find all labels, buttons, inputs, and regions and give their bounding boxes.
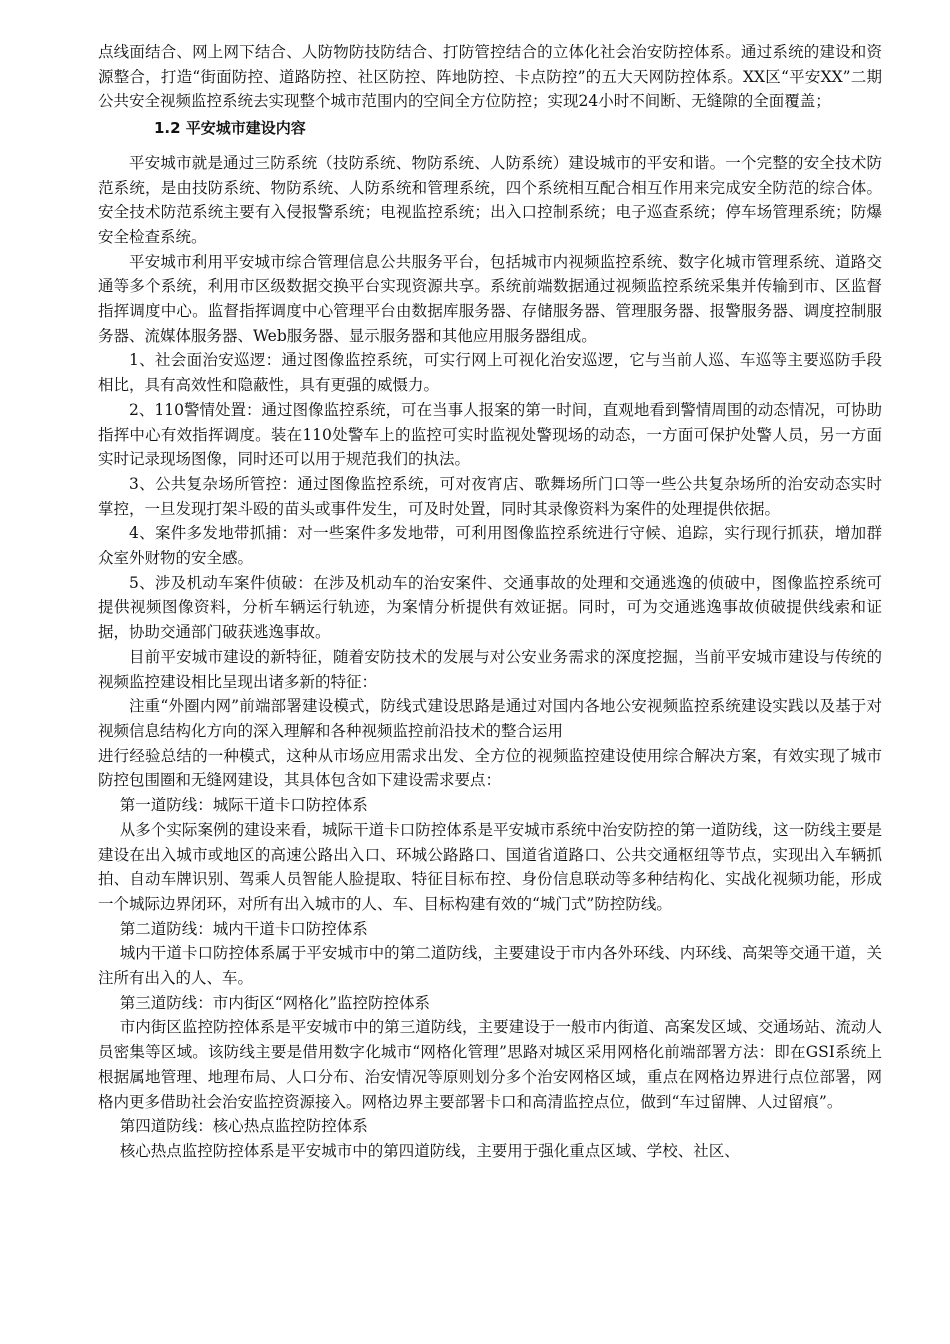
- defense-2-title: 第二道防线：城内干道卡口防控体系: [119, 919, 368, 938]
- paragraph-three-defense-systems: 平安城市就是通过三防系统（技防系统、物防系统、人防系统）建设城市的平安和谐。一个完整的安全技术防范系统，是由技防系统、物防系统、人防系统和管理系统，四个系统相互配合相互作用来完成安全防范的综合体。安全技术防范系统主要有入侵报警系统；电视监控系统；出入口控制系统；电子巡查系统；停车场管理系统；防爆安全检查系统。: [98, 153, 882, 246]
- defense-3-title: 第三道防线：市内街区“网格化”监控防控体系: [119, 993, 431, 1012]
- section-heading: 1.2 平安城市建设内容: [154, 119, 306, 138]
- defense-1-body: 从多个实际案例的建设来看，城际干道卡口防控体系是平安城市系统中治安防控的第一道防线，这一防线主要是建设在出入城市或地区的高速公路出入口、环城公路路口、国道省道路口、公共交通枢纽等节点，实现出入车辆抓拍、自动车牌识别、驾乘人员智能人脸提取、特征目标布控、身份信息联动等多种结构化、实战化视频功能，形成一个城际边界闭环，对所有出入城市的人、车、目标构建有效的“城门式”防控防线。: [98, 820, 882, 913]
- defense-1-title: 第一道防线：城际干道卡口防控体系: [119, 796, 368, 815]
- paragraph-hotspot-arrest: 4、案件多发地带抓捕：对一些案件多发地带，可利用图像监控系统进行守候、追踪，实行现行抓获，增加群众室外财物的安全感。: [98, 524, 882, 568]
- defense-4-title: 第四道防线：核心热点监控防控体系: [119, 1117, 368, 1136]
- paragraph-platform: 平安城市利用平安城市综合管理信息公共服务平台，包括城市内视频监控系统、数字化城市管理系统、道路交通等多个系统，利用市区级数据交换平台实现资源共享。系统前端数据通过视频监控系统采集并传输到市、区监督指挥调度中心。监督指挥调度中心管理平台由数据库服务器、存储服务器、管理服务器、报警服务器、调度控制服务器、流媒体服务器、Web服务器、显示服务器和其他应用服务器组成。: [98, 252, 882, 345]
- paragraph-mode-intro-line1: 注重“外圈内网”前端部署建设模式，防线式建设思路是通过对国内各地公安视频监控系统建设实践以及基于对视频信息结构化方向的深入理解和各种视频监控前沿技术的整合运用: [98, 697, 882, 740]
- paragraph-vehicle-cases: 5、涉及机动车案件侦破：在涉及机动车的治安案件、交通事故的处理和交通逃逸的侦破中，图像监控系统可提供视频图像资料，分析车辆运行轨迹，为案情分析提供有效证据。同时，可为交通逃逸事故侦破提供线索和证据，协助交通部门破获逃逸事故。: [98, 573, 882, 642]
- paragraph-public-venues: 3、公共复杂场所管控：通过图像监控系统，可对夜宵店、歌舞场所门口等一些公共复杂场所的治安动态实时掌控，一旦发现打架斗殴的苗头或事件发生，可及时处置，同时其录像资料为案件的处理提供依据。: [98, 474, 882, 518]
- paragraph-patrol: 1、社会面治安巡逻：通过图像监控系统，可实行网上可视化治安巡逻，它与当前人巡、车巡等主要巡防手段相比，具有高效性和隐蔽性，具有更强的威慑力。: [98, 351, 882, 395]
- paragraph-new-features: 目前平安城市建设的新特征，随着安防技术的发展与对公安业务需求的深度挖掘，当前平安城市建设与传统的视频监控建设相比呈现出诸多新的特征：: [98, 647, 882, 691]
- defense-3-body: 市内街区监控防控体系是平安城市中的第三道防线，主要建设于一般市内街道、高案发区域、交通场站、流动人员密集等区域。该防线主要是借用数字化城市“网格化管理”思路对城区采用网格化前端部署方法：即在GSI系统上根据属地管理、地理布局、人口分布、治安情况等原则划分多个治安网格区域，重点在网格边界进行点位部署，网格内更多借助社会治安监控资源接入。网格边界主要部署卡口和高清监控点位，做到“车过留牌、人过留痕”。: [98, 1018, 882, 1111]
- intro-paragraph: 点线面结合、网上网下结合、人防物防技防结合、打防管控结合的立体化社会治安防控体系。通过系统的建设和资源整合，打造“街面防控、道路防控、社区防控、阵地防控、卡点防控”的五大天网防控体系。XX区“平安XX”二期公共安全视频监控系统去实现整个城市范围内的空间全方位防控；实现24小时不间断、无缝隙的全面覆盖；: [98, 43, 882, 111]
- paragraph-mode-intro-line2: 进行经验总结的一种模式，这种从市场应用需求出发、全方位的视频监控建设使用综合解决方案，有效实现了城市防控包围圈和无缝网建设，其具体包含如下建设需求要点：: [98, 746, 882, 790]
- defense-4-body: 核心热点监控防控体系是平安城市中的第四道防线，主要用于强化重点区域、学校、社区、: [119, 1141, 740, 1160]
- paragraph-110-dispatch: 2、110警情处置：通过图像监控系统，可在当事人报案的第一时间，直观地看到警情周围的动态情况，可协助指挥中心有效指挥调度。装在110处警车上的监控可实时监视处警现场的动态，一方面可保护处警人员，另一方面实时记录现场图像，同时还可以用于规范我们的执法。: [98, 400, 882, 469]
- defense-2-body: 城内干道卡口防控体系属于平安城市中的第二道防线，主要建设于市内各外环线、内环线、高架等交通干道，关注所有出入的人、车。: [98, 944, 882, 988]
